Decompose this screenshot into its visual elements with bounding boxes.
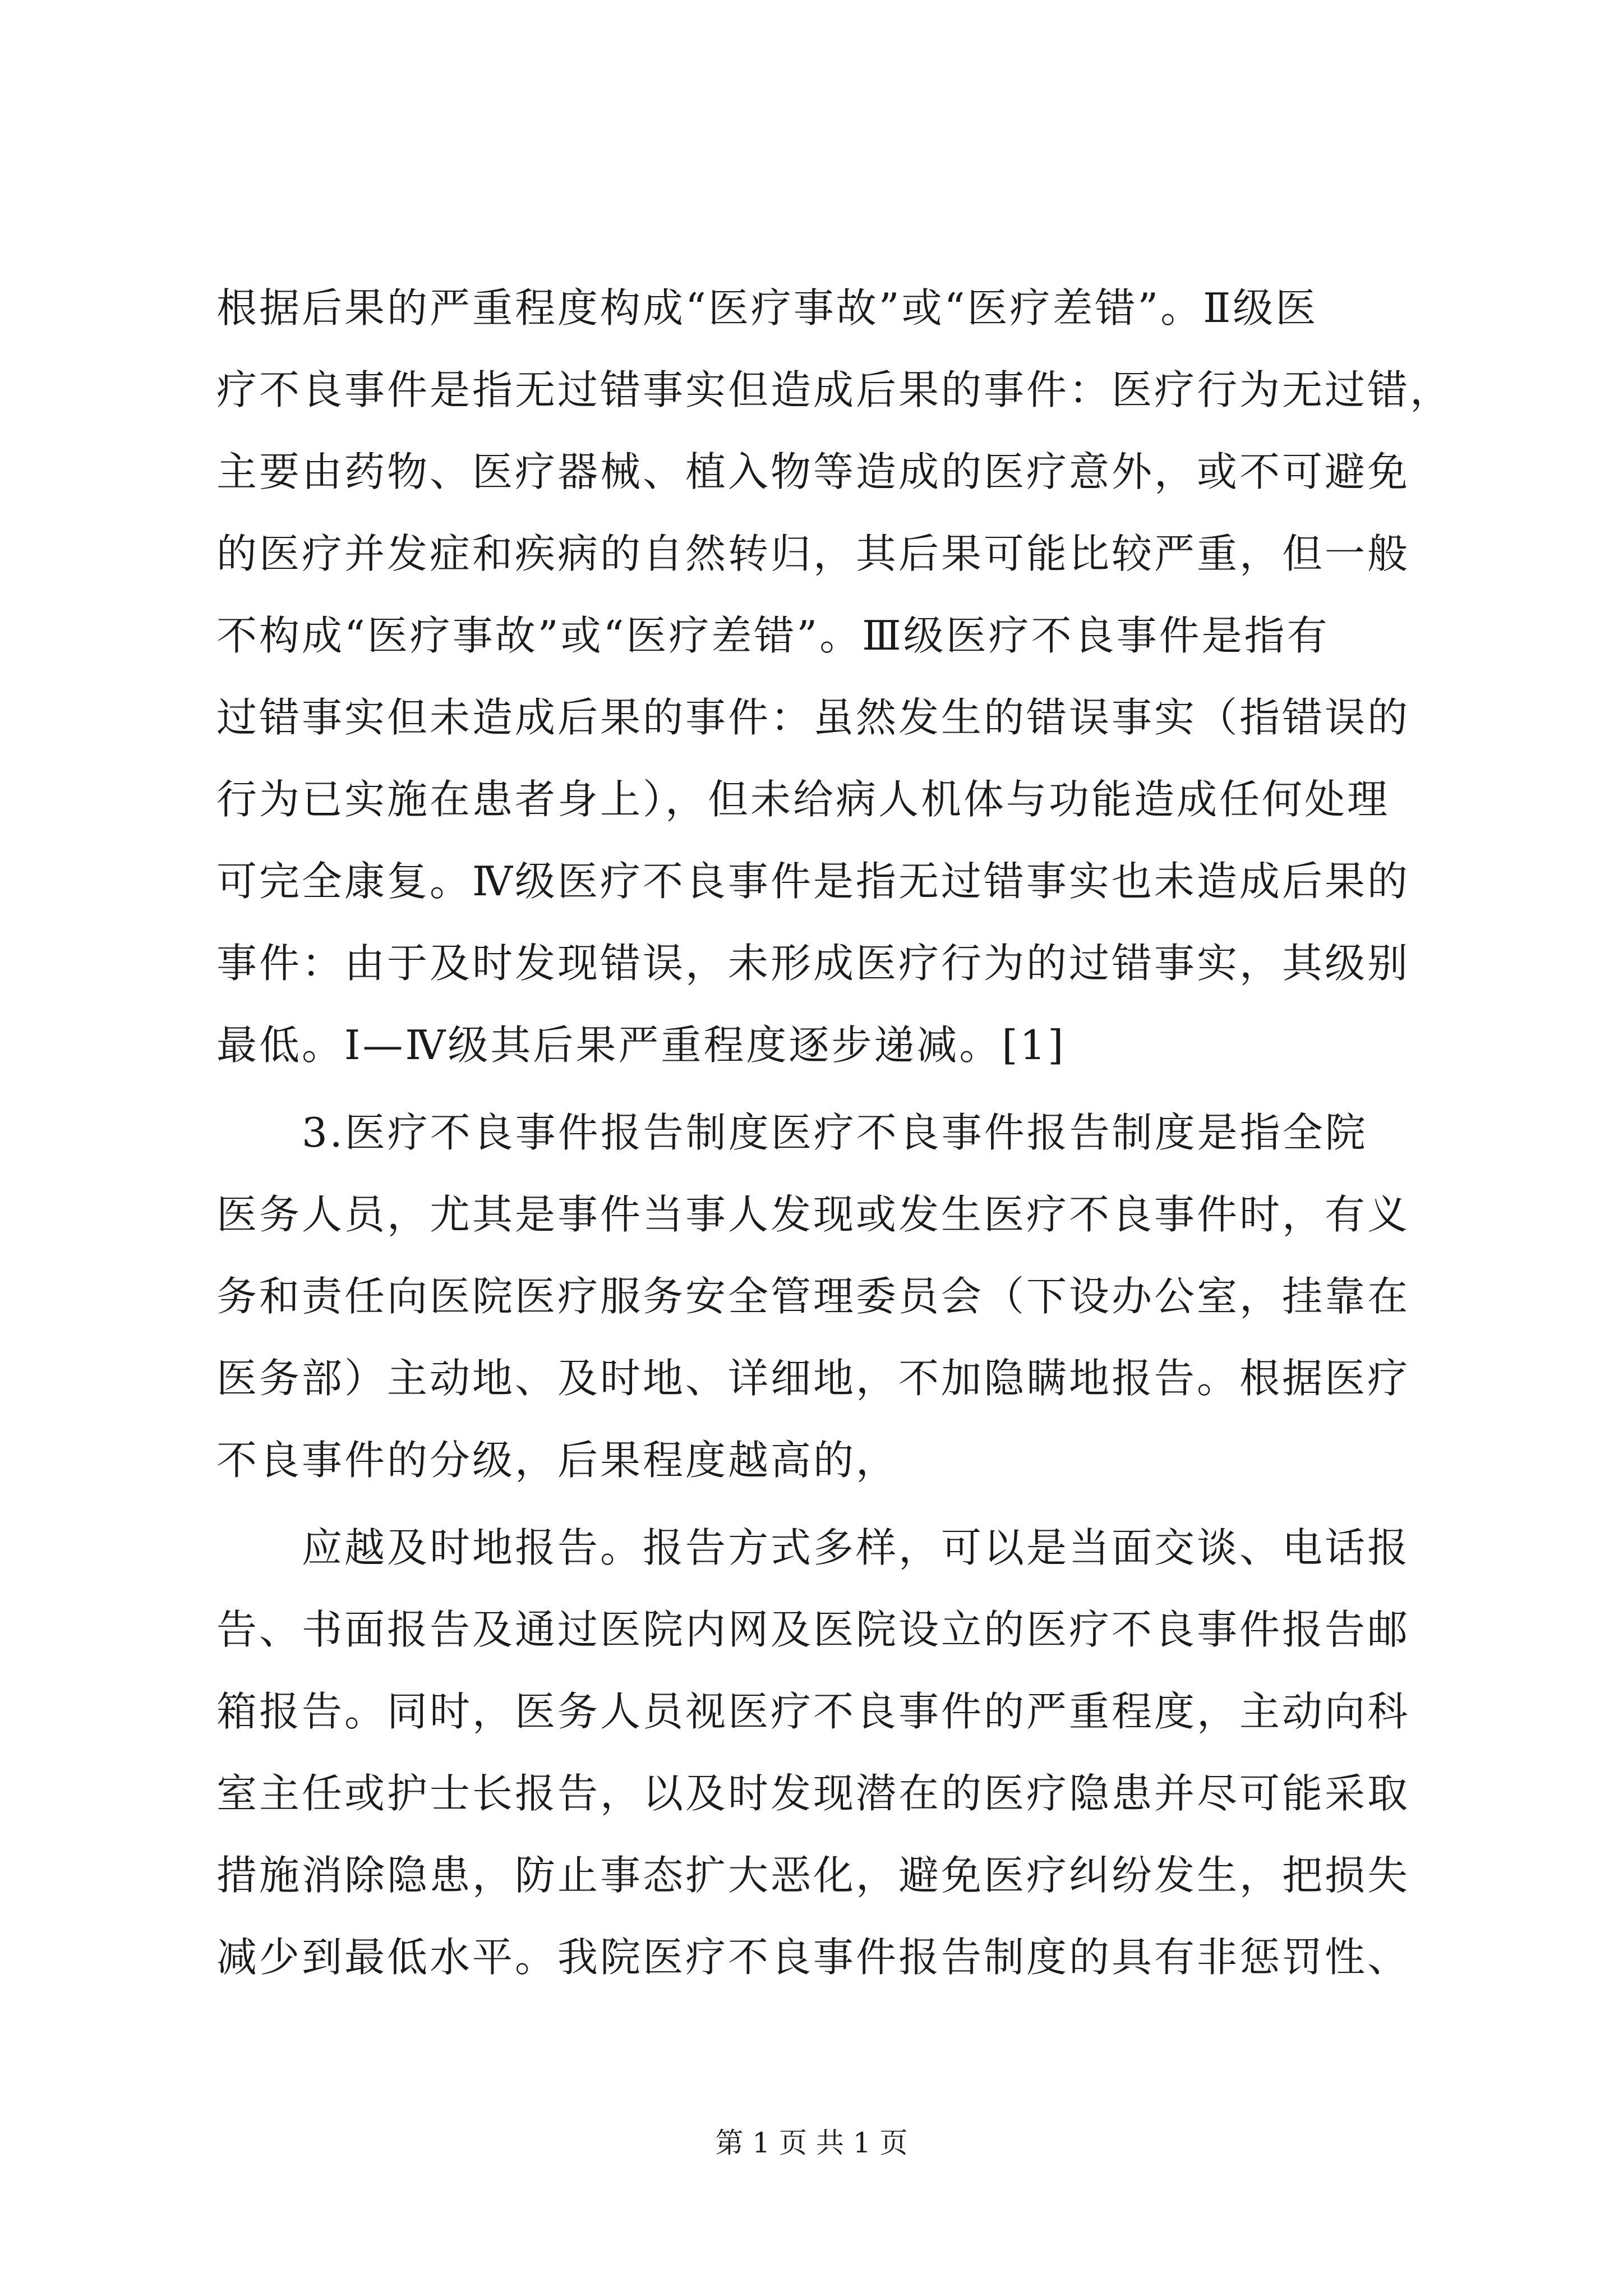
text-line: 应越及时地报告。报告方式多样，可以是当面交谈、电话报 [216,1524,1410,1571]
text-line: 根据后果的严重程度构成“医疗事故”或“医疗差错”。Ⅱ级医 [216,284,1318,332]
text-line: 减少到最低水平。我院医疗不良事件报告制度的具有非惩罚性、 [216,1934,1410,1981]
text-line: 行为已实施在患者身上），但未给病人机体与功能造成任何处理 [216,776,1390,823]
text-line: 事件：由于及时发现错误，未形成医疗行为的过错事实，其级别 [216,940,1410,987]
text-line: 最低。Ⅰ—Ⅳ级其后果严重程度逐步递减。[1] [216,1022,1066,1069]
text-line: 不构成“医疗事故”或“医疗差错”。Ⅲ级医疗不良事件是指有 [216,612,1330,659]
text-line: 箱报告。同时，医务人员视医疗不良事件的严重程度，主动向科 [216,1688,1410,1735]
body-text [216,267,1453,1998]
text-line: 务和责任向医院医疗服务安全管理委员会（下设办公室，挂靠在 [216,1273,1410,1320]
text-line: 可完全康复。Ⅳ级医疗不良事件是指无过错事实也未造成后果的 [216,858,1410,905]
text-line: 医务部）主动地、及时地、详细地，不加隐瞒地报告。根据医疗 [216,1355,1410,1402]
text-line: 的医疗并发症和疾病的自然转归，其后果可能比较严重，但一般 [216,530,1410,577]
text-line: 3.医疗不良事件报告制度医疗不良事件报告制度是指全院 [216,1109,1368,1156]
text-line: 过错事实但未造成后果的事件：虽然发生的错误事实（指错误的 [216,694,1410,741]
text-line: 医务人员，尤其是事件当事人发现或发生医疗不良事件时，有义 [216,1191,1410,1238]
page-footer: 第 1 页 共 1 页 [715,2127,908,2159]
text-line: 疗不良事件是指无过错事实但造成后果的事件：医疗行为无过错， [216,366,1453,413]
text-line: 室主任或护士长报告，以及时发现潜在的医疗隐患并尽可能采取 [216,1770,1410,1817]
text-line: 告、书面报告及通过医院内网及医院设立的医疗不良事件报告邮 [216,1606,1410,1653]
text-line: 措施消除隐患，防止事态扩大恶化，避免医疗纠纷发生，把损失 [216,1852,1410,1899]
text-line: 不良事件的分级，后果程度越高的， [216,1437,899,1484]
text-line: 主要由药物、医疗器械、植入物等造成的医疗意外，或不可避免 [216,448,1410,495]
